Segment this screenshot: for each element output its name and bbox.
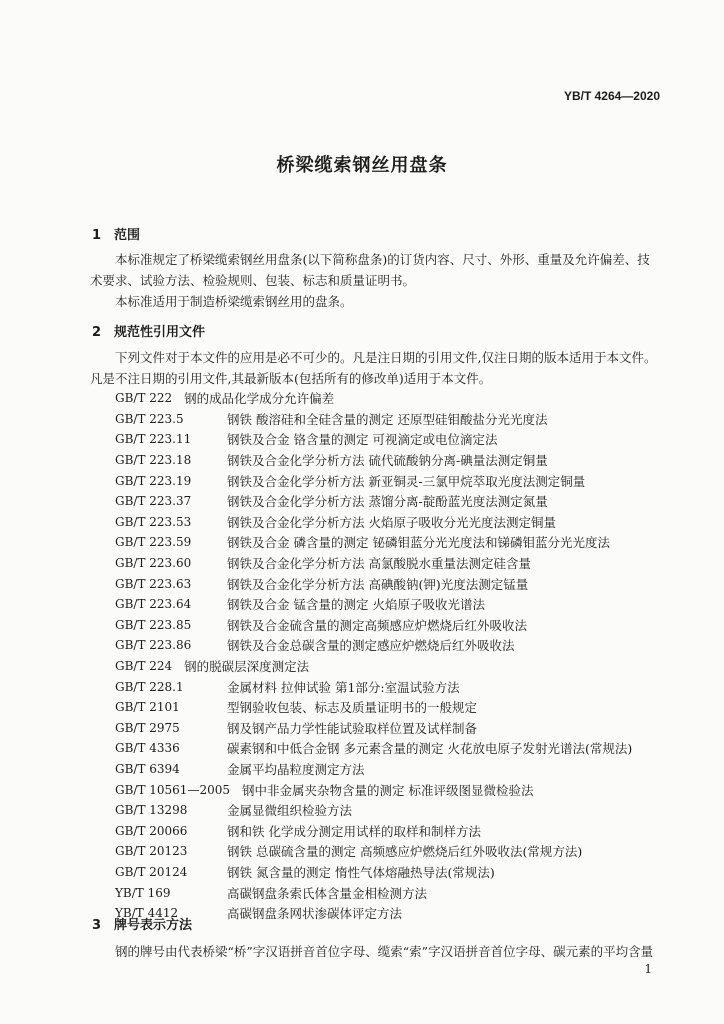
reference-code: GB/T 223.37 [115, 494, 192, 509]
reference-title: 钢和铁 化学成分测定用试样的取样和制样方法 [227, 823, 481, 839]
reference-code: GB/T 223.64 [115, 597, 192, 612]
document-title: 桥梁缆索钢丝用盘条 [276, 155, 448, 176]
reference-code: GB/T 223.5 [115, 411, 184, 426]
reference-item [115, 820, 632, 841]
grade-designation-paragraph: 钢的牌号由代表桥梁“桥”字汉语拼音首位字母、缆索“索”字汉语拼音首位字母、碳元素的平均含量 [115, 944, 654, 959]
reference-item [115, 656, 632, 677]
reference-item [115, 697, 632, 718]
reference-item [115, 862, 632, 883]
reference-title: 钢及钢产品力学性能试验取样位置及试样制备 [227, 720, 478, 736]
reference-code: GB/T 20066 [115, 823, 188, 838]
reference-item [115, 388, 632, 409]
scope-paragraph-1: 本标准规定了桥梁缆索钢丝用盘条(以下简称盘条)的订货内容、尺寸、外形、重量及允许偏差、技术要求、试验方法、检验规则、包装、标志和质量证明书。 [90, 252, 650, 288]
section-number: 1 [92, 228, 102, 243]
reference-code: GB/T 20123 [115, 844, 188, 859]
reference-title: 钢的成品化学成分允许偏差 [184, 391, 335, 407]
reference-item [115, 882, 632, 903]
reference-code: GB/T 228.1 [115, 679, 184, 694]
reference-item [115, 429, 632, 450]
reference-list [115, 388, 632, 923]
reference-title: 钢中非金属夹杂物含量的测定 标准评级图显微检验法 [241, 782, 534, 798]
reference-title: 高碳钢盘条网状渗碳体评定方法 [227, 906, 403, 922]
section-title: 规范性引用文件 [114, 325, 206, 340]
reference-title: 型钢验收包装、标志及质量证明书的一般规定 [227, 700, 478, 716]
reference-item [115, 450, 632, 471]
reference-code: GB/T 6394 [115, 761, 180, 776]
reference-title: 钢铁及合金化学分析方法 硫代硫酸钠分离-碘量法测定铜量 [227, 453, 548, 469]
reference-title: 钢铁及合金 磷含量的测定 铋磷钼蓝分光光度法和锑磷钼蓝分光光度法 [227, 535, 610, 551]
reference-item [115, 532, 632, 553]
reference-title: 钢铁及合金总碳含量的测定感应炉燃烧后红外吸收法 [227, 638, 515, 654]
standard-number: YB/T 4264—2020 [563, 89, 660, 103]
section-heading-normative-references [92, 321, 205, 340]
reference-code: GB/T 20124 [115, 864, 188, 879]
scope-paragraph-2: 本标准适用于制造桥梁缆索钢丝用的盘条。 [115, 294, 353, 309]
reference-title: 金属显微组织检验方法 [227, 803, 353, 819]
reference-item [115, 779, 632, 800]
reference-item [115, 800, 632, 821]
reference-item [115, 676, 632, 697]
reference-code: GB/T 222 [115, 391, 173, 406]
reference-code: GB/T 224 [115, 659, 173, 674]
section-heading-grade-designation [92, 914, 192, 933]
reference-title: 金属材料 拉伸试验 第1部分:室温试验方法 [227, 679, 460, 695]
reference-title: 钢铁及合金化学分析方法 新亚铜灵-三氯甲烷萃取光度法测定铜量 [227, 473, 586, 489]
reference-code: GB/T 2101 [115, 700, 180, 715]
reference-code: GB/T 13298 [115, 803, 188, 818]
reference-title: 钢铁及合金化学分析方法 高氯酸脱水重量法测定硅含量 [227, 556, 531, 572]
reference-item [115, 903, 632, 924]
reference-item [115, 759, 632, 780]
section-heading-scope [92, 224, 140, 243]
reference-code: GB/T 223.60 [115, 556, 192, 571]
reference-code: GB/T 4336 [115, 741, 180, 756]
section-title: 范围 [114, 228, 141, 243]
reference-title: 钢铁及合金 铬含量的测定 可视滴定或电位滴定法 [227, 432, 498, 448]
reference-code: GB/T 223.19 [115, 473, 192, 488]
reference-title: 钢铁及合金化学分析方法 蒸馏分离-靛酚蓝光度法测定氮量 [227, 494, 548, 510]
reference-item [115, 512, 632, 533]
reference-code: GB/T 2975 [115, 720, 180, 735]
reference-title: 钢铁及合金化学分析方法 高碘酸钠(钾)光度法测定锰量 [227, 576, 529, 592]
reference-title: 碳素钢和中低合金钢 多元素含量的测定 火花放电原子发射光谱法(常规法) [227, 741, 633, 757]
reference-item [115, 738, 632, 759]
reference-item [115, 615, 632, 636]
reference-code: GB/T 223.86 [115, 638, 192, 653]
reference-code: GB/T 223.85 [115, 617, 192, 632]
reference-item [115, 594, 632, 615]
reference-code: YB/T 169 [115, 885, 171, 900]
reference-title: 钢铁及合金 锰含量的测定 火焰原子吸收光谱法 [227, 597, 485, 613]
reference-code: GB/T 223.63 [115, 576, 192, 591]
reference-item [115, 635, 632, 656]
reference-title: 钢铁 酸溶硅和全硅含量的测定 还原型硅钼酸盐分光光度法 [227, 411, 548, 427]
reference-title: 金属平均晶粒度测定方法 [227, 761, 365, 777]
reference-code: YB/T 4412 [115, 906, 179, 921]
reference-title: 钢铁 氮含量的测定 惰性气体熔融热导法(常规法) [227, 864, 495, 880]
reference-title: 钢铁及合金化学分析方法 火焰原子吸收分光光度法测定铜量 [227, 514, 556, 530]
page-number: 1 [644, 962, 652, 976]
reference-item [115, 491, 632, 512]
reference-title: 高碳钢盘条索氏体含量金相检测方法 [227, 885, 428, 901]
reference-item [115, 553, 632, 574]
section-title: 牌号表示方法 [114, 918, 193, 933]
reference-item [115, 718, 632, 739]
reference-code: GB/T 223.53 [115, 514, 192, 529]
reference-item [115, 573, 632, 594]
reference-code: GB/T 223.18 [115, 453, 192, 468]
reference-title: 钢铁及合金硫含量的测定高频感应炉燃烧后红外吸收法 [227, 617, 528, 633]
reference-code: GB/T 223.59 [115, 535, 192, 550]
reference-item [115, 409, 632, 430]
reference-title: 钢铁 总碳硫含量的测定 高频感应炉燃烧后红外吸收法(常规方法) [227, 844, 583, 860]
normative-intro-paragraph: 下列文件对于本文件的应用是必不可少的。凡是注日期的引用文件,仅注日期的版本适用于本文件。凡是不注日期的引用文件,其最新版本(包括所有的修改单)适用于本文件。 [90, 350, 657, 386]
reference-item [115, 841, 632, 862]
reference-title: 钢的脱碳层深度测定法 [184, 659, 310, 675]
reference-item [115, 470, 632, 491]
section-number: 3 [92, 918, 102, 933]
reference-code: GB/T 223.11 [115, 432, 192, 447]
section-number: 2 [92, 325, 102, 340]
reference-code: GB/T 10561—2005 [115, 782, 230, 797]
